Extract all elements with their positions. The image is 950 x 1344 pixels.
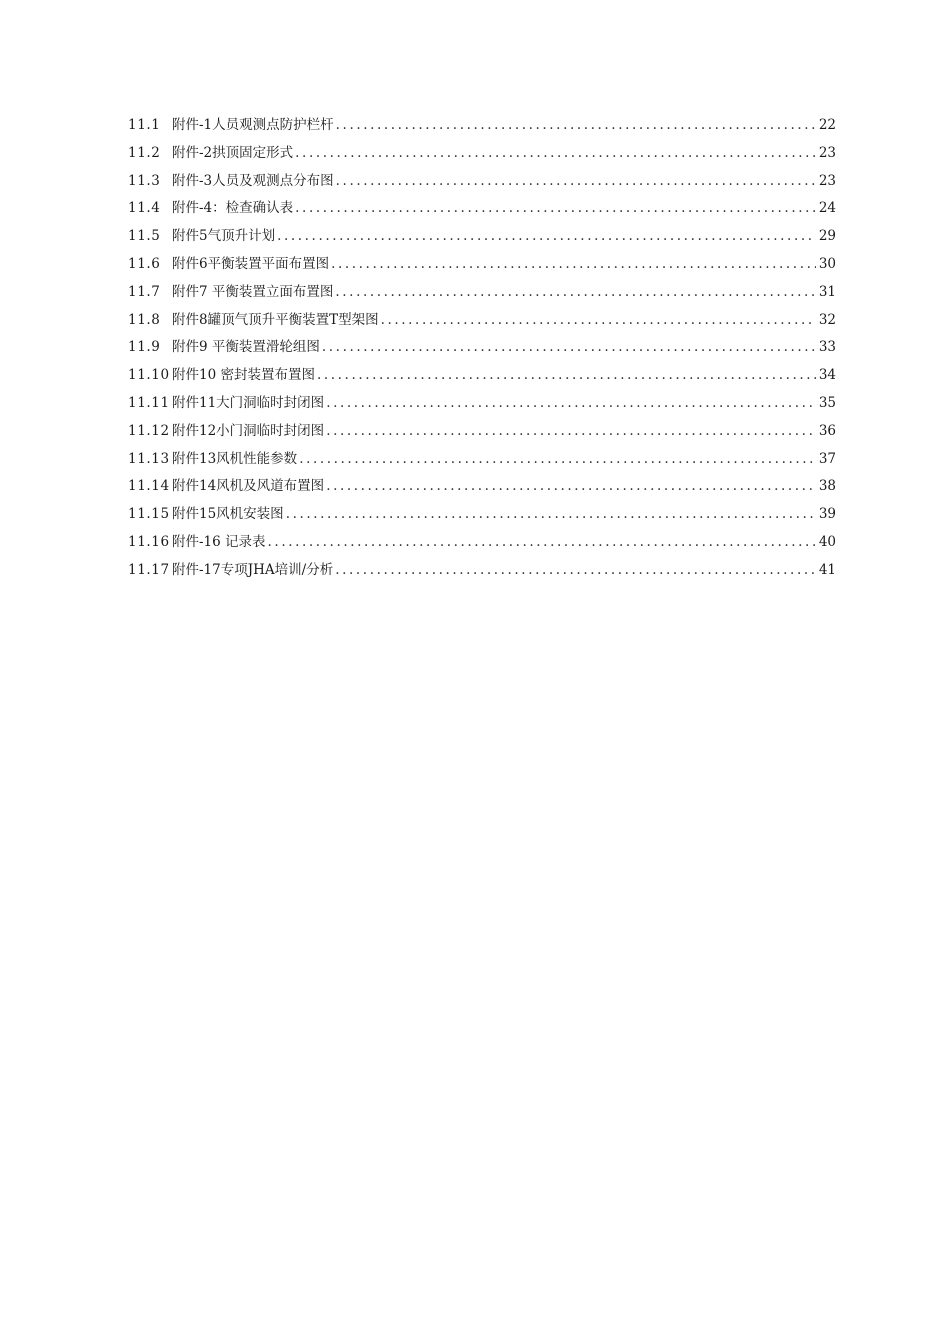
toc-entry-title: 附件-3人员及观测点分布图 bbox=[172, 172, 334, 189]
toc-entry-11-15[interactable] bbox=[128, 501, 836, 529]
toc-entry-page: 41 bbox=[818, 561, 836, 578]
toc-dot-leader bbox=[295, 195, 816, 223]
toc-entry-11-5[interactable] bbox=[128, 223, 836, 251]
toc-dot-leader bbox=[326, 473, 816, 501]
toc-dot-leader bbox=[286, 501, 816, 529]
toc-entry-11-6[interactable] bbox=[128, 251, 836, 279]
toc-dot-leader bbox=[295, 140, 816, 168]
toc-entry-number: 11.15 bbox=[128, 506, 170, 523]
toc-entry-number: 11.3 bbox=[128, 172, 161, 189]
toc-entry-title: 附件15风机安装图 bbox=[172, 506, 284, 523]
toc-entry-number: 11.7 bbox=[128, 283, 161, 300]
toc-dot-leader bbox=[326, 390, 816, 418]
toc-entry-page: 38 bbox=[818, 478, 836, 495]
toc-dot-leader bbox=[335, 279, 816, 307]
toc-entry-number: 11.13 bbox=[128, 450, 170, 467]
toc-entry-page: 37 bbox=[818, 450, 836, 467]
toc-entry-title: 附件9 平衡装置滑轮组图 bbox=[172, 339, 320, 356]
toc-entry-page: 31 bbox=[818, 283, 836, 300]
toc-dot-leader bbox=[268, 529, 816, 557]
toc-entry-page: 32 bbox=[818, 311, 836, 328]
toc-dot-leader bbox=[331, 251, 816, 279]
toc-entry-page: 35 bbox=[818, 394, 836, 411]
toc-dot-leader bbox=[336, 168, 816, 196]
toc-entry-number: 11.1 bbox=[128, 117, 161, 133]
toc-dot-leader bbox=[326, 418, 816, 446]
toc-entry-number: 11.8 bbox=[128, 311, 161, 328]
toc-entry-page: 36 bbox=[818, 422, 836, 439]
toc-entry-11-2[interactable] bbox=[128, 140, 836, 168]
toc-entry-11-7[interactable] bbox=[128, 279, 836, 307]
toc-entry-title: 附件-4：检查确认表 bbox=[172, 200, 294, 217]
toc-dot-leader bbox=[322, 334, 816, 362]
toc-dot-leader bbox=[277, 223, 816, 251]
toc-dot-leader bbox=[335, 557, 816, 585]
toc-entry-number: 11.9 bbox=[128, 339, 161, 356]
toc-entry-page: 23 bbox=[818, 172, 836, 189]
toc-entry-11-9[interactable] bbox=[128, 334, 836, 362]
toc-entry-page: 34 bbox=[818, 367, 836, 384]
toc-entry-11-13[interactable] bbox=[128, 446, 836, 474]
toc-entry-11-17[interactable] bbox=[128, 557, 836, 585]
toc-entry-number: 11.14 bbox=[128, 478, 170, 495]
toc-entry-number: 11.2 bbox=[128, 144, 161, 161]
toc-entry-11-12[interactable] bbox=[128, 418, 836, 446]
toc-entry-number: 11.11 bbox=[128, 394, 170, 411]
toc-entry-11-8[interactable] bbox=[128, 307, 836, 335]
toc-entry-title: 附件10 密封装置布置图 bbox=[172, 367, 315, 384]
toc-entry-title: 附件13风机性能参数 bbox=[172, 450, 298, 467]
toc-entry-page: 30 bbox=[818, 255, 836, 272]
toc-entry-11-3[interactable] bbox=[128, 168, 836, 196]
toc-entry-title: 附件11大门洞临时封闭图 bbox=[172, 394, 325, 411]
toc-entry-title: 附件-1人员观测点防护栏杆 bbox=[172, 117, 334, 133]
table-of-contents bbox=[128, 112, 836, 585]
toc-entry-page: 29 bbox=[818, 228, 836, 245]
toc-dot-leader bbox=[336, 112, 816, 140]
toc-entry-page: 39 bbox=[818, 506, 836, 523]
toc-entry-11-11[interactable] bbox=[128, 390, 836, 418]
toc-entry-number: 11.4 bbox=[128, 200, 161, 217]
toc-entry-11-4[interactable] bbox=[128, 195, 836, 223]
toc-entry-number: 11.12 bbox=[128, 422, 170, 439]
toc-entry-page: 22 bbox=[818, 117, 836, 133]
toc-entry-title: 附件8罐顶气顶升平衡装置T型架图 bbox=[172, 311, 379, 328]
toc-entry-11-1[interactable] bbox=[128, 112, 836, 140]
toc-entry-number: 11.6 bbox=[128, 255, 161, 272]
toc-dot-leader bbox=[317, 362, 816, 390]
toc-entry-page: 40 bbox=[818, 533, 836, 550]
toc-entry-page: 33 bbox=[818, 339, 836, 356]
toc-entry-11-16[interactable] bbox=[128, 529, 836, 557]
toc-entry-title: 附件14风机及风道布置图 bbox=[172, 478, 325, 495]
toc-entry-title: 附件12小门洞临时封闭图 bbox=[172, 422, 325, 439]
toc-entry-11-14[interactable] bbox=[128, 473, 836, 501]
toc-entry-title: 附件-17专项JHA培训/分析 bbox=[172, 561, 334, 578]
toc-entry-number: 11.17 bbox=[128, 561, 170, 578]
toc-entry-number: 11.10 bbox=[128, 367, 170, 384]
toc-entry-number: 11.16 bbox=[128, 533, 170, 550]
toc-entry-title: 附件-2拱顶固定形式 bbox=[172, 144, 294, 161]
toc-entry-title: 附件6平衡装置平面布置图 bbox=[172, 255, 330, 272]
toc-entry-page: 24 bbox=[818, 200, 836, 217]
toc-entry-title: 附件7 平衡装置立面布置图 bbox=[172, 283, 334, 300]
toc-entry-title: 附件5气顶升计划 bbox=[172, 228, 276, 245]
toc-dot-leader bbox=[299, 446, 816, 474]
toc-entry-number: 11.5 bbox=[128, 228, 161, 245]
toc-dot-leader bbox=[381, 307, 816, 335]
toc-entry-title: 附件-16 记录表 bbox=[172, 533, 266, 550]
toc-entry-11-10[interactable] bbox=[128, 362, 836, 390]
toc-entry-page: 23 bbox=[818, 144, 836, 161]
